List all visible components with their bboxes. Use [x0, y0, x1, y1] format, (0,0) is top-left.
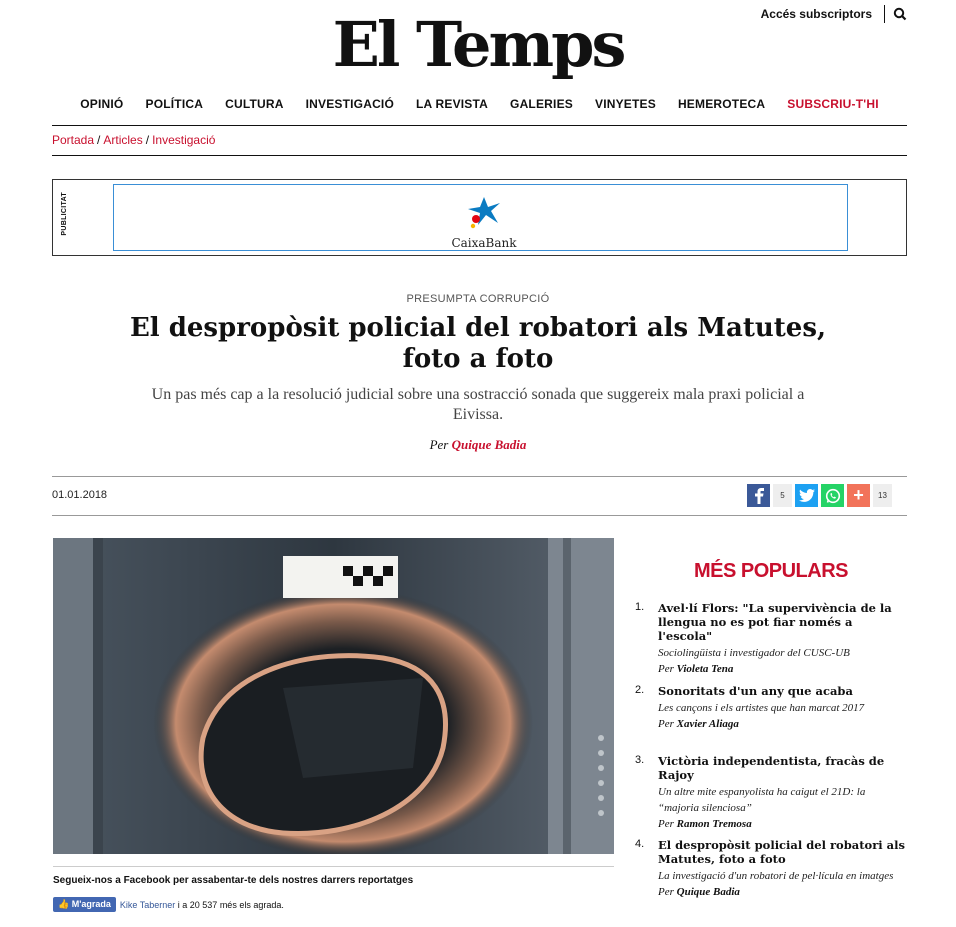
site-logo[interactable]: El Temps: [332, 8, 624, 81]
nav-item-cultura[interactable]: CULTURA: [225, 97, 284, 111]
whatsapp-icon: [825, 488, 841, 504]
popular-item-byline: [658, 886, 908, 898]
plus-icon: +: [853, 485, 864, 505]
popular-item-title[interactable]: Sonoritats d'un any que acaba: [658, 684, 853, 698]
nav-item-vinyetes[interactable]: VINYETES: [594, 97, 656, 111]
ad-block: [52, 179, 907, 256]
byline: [0, 437, 956, 453]
popular-item-desc: Un altre mite espanyolista ha caigut el 21D: la “majoria silenciosa”: [658, 786, 866, 814]
popular-item-desc: La investigació d'un robatori de pel·lícula en imatges: [658, 870, 894, 882]
article-photo[interactable]: [53, 538, 614, 854]
facebook-like-button[interactable]: [53, 897, 116, 912]
nav-item-opinio[interactable]: OPINIÓ: [80, 97, 124, 111]
popular-item-number: 2.: [635, 684, 645, 696]
more-share-button[interactable]: [847, 484, 870, 507]
breadcrumb-articles[interactable]: Articles: [103, 133, 143, 147]
subscribers-link[interactable]: Accés subscriptors: [761, 5, 885, 23]
by-prefix: Per: [658, 718, 674, 730]
popular-item-byline: [658, 818, 908, 830]
caixabank-star-icon: [464, 195, 504, 229]
byline-prefix: Per: [429, 437, 449, 452]
caixabank-logo: [449, 195, 519, 250]
facebook-share-count: 5: [773, 484, 792, 507]
popular-item-desc: Les cançons i els artistes que han marcat 2017: [658, 702, 865, 714]
popular-item-author[interactable]: Violeta Tena: [676, 663, 734, 675]
article-date: 01.01.2018: [52, 489, 108, 501]
popular-item-title[interactable]: El despropòsit policial del robatori als Matutes, foto a foto: [658, 838, 905, 866]
nav-item-politica[interactable]: POLÍTICA: [145, 97, 204, 111]
like-friend-link[interactable]: Kike Taberner: [119, 899, 176, 910]
breadcrumb-investigacio[interactable]: Investigació: [152, 133, 216, 147]
breadcrumb: Portada / Articles / Investigació: [52, 133, 216, 147]
by-prefix: Per: [658, 663, 674, 675]
popular-heading: MÉS POPULARS: [693, 560, 849, 582]
popular-item-author[interactable]: Ramon Tremosa: [676, 818, 752, 830]
divider: [52, 125, 907, 126]
popular-item-title[interactable]: Avel·lí Flors: "La supervivència de la llengua no es pot fiar només a l'escola": [658, 601, 892, 643]
divider: [52, 155, 907, 156]
twitter-icon: [799, 489, 815, 502]
nav-item-galeries[interactable]: GALERIES: [510, 97, 573, 111]
popular-item-author[interactable]: Xavier Aliaga: [676, 718, 739, 730]
thumbs-up-icon: 👍: [58, 899, 70, 909]
author-link[interactable]: Quique Badia: [451, 437, 527, 452]
photo-caption: Segueix-nos a Facebook per assabentar-te dels nostres darrers reportatges: [53, 875, 414, 886]
popular-item-desc: Sociolingüista i investigador del CUSC-UB: [658, 647, 850, 659]
breadcrumb-portada[interactable]: Portada: [52, 133, 95, 147]
by-prefix: Per: [658, 818, 674, 830]
share-bar: [747, 484, 892, 507]
ad-label: PUBLICITAT: [61, 192, 68, 236]
by-prefix: Per: [658, 886, 674, 898]
nav-item-la-revista[interactable]: LA REVISTA: [416, 97, 489, 111]
main-nav: [52, 97, 907, 111]
popular-item-number: 4.: [635, 838, 645, 850]
article-title: El despropòsit policial del robatori als Matutes, foto a foto: [129, 313, 827, 374]
twitter-share-button[interactable]: [795, 484, 818, 507]
popular-item-title[interactable]: Victòria independentista, fracàs de Rajoy: [658, 754, 885, 782]
divider: [52, 476, 907, 477]
ad-banner[interactable]: [113, 184, 848, 251]
facebook-share-button[interactable]: [747, 484, 770, 507]
whatsapp-share-button[interactable]: [821, 484, 844, 507]
popular-item-number: 1.: [635, 601, 645, 613]
facebook-icon: [753, 488, 765, 504]
popular-item-byline: [658, 663, 908, 675]
divider: [52, 515, 907, 516]
article-subtitle: Un pas més cap a la resolució judicial sobre una sostracció sonada que suggereix mala praxi policial a Eivissa.: [151, 386, 805, 423]
nav-item-hemeroteca[interactable]: HEMEROTECA: [677, 97, 766, 111]
article-kicker: PRESUMPTA CORRUPCIÓ: [406, 293, 550, 305]
like-count-text: i a 20 537 més els agrada.: [177, 899, 284, 910]
like-button-label: M'agrada: [71, 899, 111, 909]
nav-item-subscribe[interactable]: SUBSCRIU-T'HI: [787, 97, 879, 111]
popular-item-number: 3.: [635, 754, 645, 766]
popular-item-author[interactable]: Quique Badia: [676, 886, 740, 898]
nav-item-investigacio[interactable]: INVESTIGACIÓ: [305, 97, 395, 111]
facebook-like-bar: [53, 897, 284, 912]
total-share-count: 13: [873, 484, 892, 507]
divider: [53, 866, 614, 867]
ad-brand: CaixaBank: [451, 236, 517, 250]
popular-item-byline: [658, 718, 908, 730]
